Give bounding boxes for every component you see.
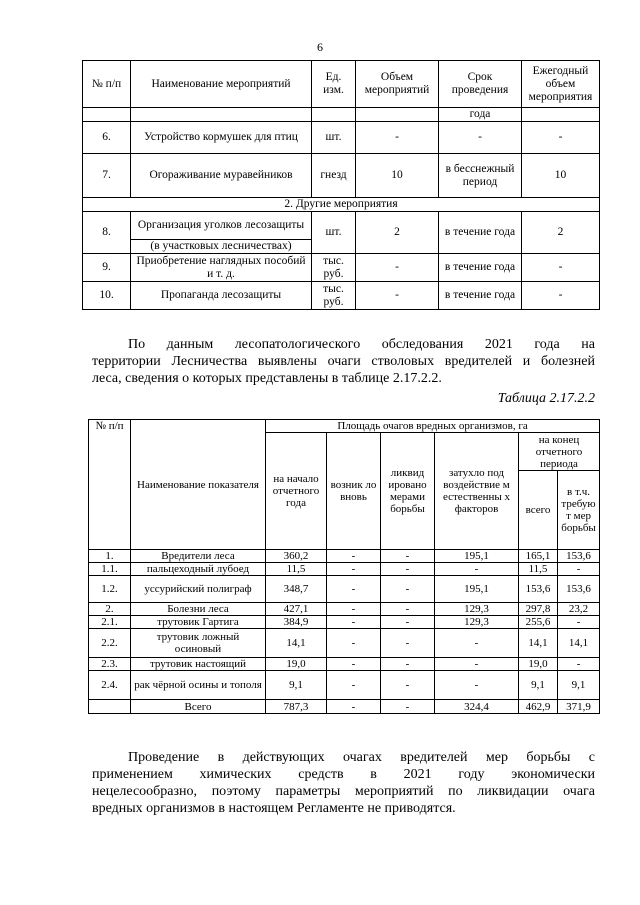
cell-nat: 195,1: [435, 550, 519, 563]
cell-start: 19,0: [266, 658, 327, 671]
cell-start: 11,5: [266, 563, 327, 576]
cell-total: 153,6: [519, 576, 558, 603]
paragraph-line: леса, сведения о которых представлены в таблице 2.17.2.2.: [92, 371, 442, 386]
paragraph-line: территории Лесничества выявлены очаги стволовых вредителей и болезней: [92, 354, 595, 369]
row-num: 6.: [83, 122, 131, 154]
row-num: 7.: [83, 154, 131, 198]
measures-table: [82, 60, 600, 310]
header-cell: Объем мероприятий: [356, 61, 439, 108]
row-unit: тыс. руб.: [312, 282, 356, 310]
row-unit: шт.: [312, 212, 356, 254]
cell-liq: -: [381, 629, 435, 658]
header-cell: ликвид ировано мерами борьбы: [381, 433, 435, 550]
row-num: 8.: [83, 212, 131, 254]
row-annual: -: [522, 122, 600, 154]
cell-need: -: [558, 616, 600, 629]
cell-total: 19,0: [519, 658, 558, 671]
cell-total: 297,8: [519, 603, 558, 616]
cell-start: 384,9: [266, 616, 327, 629]
cell-need: 14,1: [558, 629, 600, 658]
table-row: [89, 616, 600, 629]
cell-liq: -: [381, 563, 435, 576]
cell-nat: 129,3: [435, 616, 519, 629]
paragraph-line: По данным лесопатологического обследования 2021 года на: [128, 337, 595, 352]
row-term: в течение года: [439, 254, 522, 282]
row-unit: гнезд: [312, 154, 356, 198]
cell-new: -: [327, 629, 381, 658]
table-row: [89, 629, 600, 658]
cell-new: -: [327, 671, 381, 700]
cell-name: трутовик ложный осиновый: [131, 629, 266, 658]
row-annual: 10: [522, 154, 600, 198]
cell-start: 348,7: [266, 576, 327, 603]
row-name: Приобретение наглядных пособий и т. д.: [131, 254, 312, 282]
header-cell: в т.ч. требую т мер борьбы: [558, 471, 600, 550]
section-row: [83, 198, 600, 212]
cell-new: -: [327, 603, 381, 616]
row-annual: -: [522, 254, 600, 282]
cell-name: Вредители леса: [131, 550, 266, 563]
cell-start: 360,2: [266, 550, 327, 563]
cell-nat: 195,1: [435, 576, 519, 603]
row-term: в течение года: [439, 212, 522, 254]
cell-name: пальцеходный лубоед: [131, 563, 266, 576]
row-volume: 2: [356, 212, 439, 254]
table-row: [83, 254, 600, 282]
table-caption: Таблица 2.17.2.2: [497, 391, 595, 406]
cell-need: 9,1: [558, 671, 600, 700]
cell-need: 23,2: [558, 603, 600, 616]
header-cell: Площадь очагов вредных организмов, га: [266, 420, 600, 433]
table-row: [83, 122, 600, 154]
cell-new: -: [327, 658, 381, 671]
cell-nat: -: [435, 658, 519, 671]
paragraph-1: [92, 336, 595, 387]
cell-need: -: [558, 563, 600, 576]
cell-num: 2.: [89, 603, 131, 616]
table-row: [83, 212, 600, 240]
cell-liq: -: [381, 576, 435, 603]
table-row: [89, 671, 600, 700]
cell-name: трутовик настоящий: [131, 658, 266, 671]
header-cell: Ежегодный объем мероприятия: [522, 61, 600, 108]
table-row: [89, 563, 600, 576]
cell-new: -: [327, 576, 381, 603]
cell-liq: -: [381, 658, 435, 671]
cell-name: Болезни леса: [131, 603, 266, 616]
header-cell: Срок проведения: [439, 61, 522, 108]
table-row: [89, 576, 600, 603]
row-annual: 2: [522, 212, 600, 254]
cell-start: 9,1: [266, 671, 327, 700]
cell-nat: -: [435, 563, 519, 576]
row-num: 9.: [83, 254, 131, 282]
table-row: [89, 603, 600, 616]
row-term: -: [439, 122, 522, 154]
table-row: [89, 658, 600, 671]
table-row: [89, 700, 600, 714]
cell-name: Всего: [131, 700, 266, 714]
paragraph-line: нецелесообразно, поэтому параметры мероприятий по ликвидации очага: [92, 784, 595, 799]
table-row: [83, 282, 600, 310]
cell-new: -: [327, 616, 381, 629]
cell-total: 165,1: [519, 550, 558, 563]
row-unit: тыс. руб.: [312, 254, 356, 282]
cell-num: [89, 700, 131, 714]
row-term: в течение года: [439, 282, 522, 310]
cell-total: 255,6: [519, 616, 558, 629]
cell-new: -: [327, 550, 381, 563]
page-number: 6: [317, 40, 323, 54]
cell-num: 1.1.: [89, 563, 131, 576]
cell-start: 787,3: [266, 700, 327, 714]
cell-num: 2.1.: [89, 616, 131, 629]
header-cell: № п/п: [83, 61, 131, 108]
cell-total: 462,9: [519, 700, 558, 714]
row-name: Пропаганда лесозащиты: [131, 282, 312, 310]
row-num: 10.: [83, 282, 131, 310]
cell-liq: -: [381, 700, 435, 714]
cell-start: 427,1: [266, 603, 327, 616]
cell-new: -: [327, 563, 381, 576]
cell-new: -: [327, 700, 381, 714]
cell-need: 153,6: [558, 576, 600, 603]
cell-total: 9,1: [519, 671, 558, 700]
row-unit: шт.: [312, 122, 356, 154]
header-cell: Наименование мероприятий: [131, 61, 312, 108]
row-volume: 10: [356, 154, 439, 198]
row-name: Огораживание муравейников: [131, 154, 312, 198]
header-cell: на конец отчетного периода: [519, 433, 600, 471]
cell-name: уссурийский полиграф: [131, 576, 266, 603]
cell-nat: -: [435, 629, 519, 658]
cell-total: 14,1: [519, 629, 558, 658]
cell-liq: -: [381, 671, 435, 700]
header-cell: всего: [519, 471, 558, 550]
cell-nat: -: [435, 671, 519, 700]
row-term: в бесснежный период: [439, 154, 522, 198]
header-cell: на начало отчетного года: [266, 433, 327, 550]
cell-num: 1.2.: [89, 576, 131, 603]
cell-liq: -: [381, 603, 435, 616]
cell-name: рак чёрной осины и тополя: [131, 671, 266, 700]
cell-liq: -: [381, 550, 435, 563]
table-header-row: [89, 420, 600, 433]
cell-need: -: [558, 658, 600, 671]
pests-table: [88, 419, 600, 714]
row-volume: -: [356, 122, 439, 154]
cell-total: 11,5: [519, 563, 558, 576]
header-cell: возник ло вновь: [327, 433, 381, 550]
cell-num: 2.4.: [89, 671, 131, 700]
cell-need: 371,9: [558, 700, 600, 714]
cell-liq: -: [381, 616, 435, 629]
header-cell: Ед. изм.: [312, 61, 356, 108]
table-header-row: [83, 61, 600, 108]
header-cell: Наименование показателя: [131, 420, 266, 550]
header-cell: затухло под воздействие м естественны х факторов: [435, 433, 519, 550]
row-name: Организация уголков лесозащиты: [131, 212, 312, 240]
table-row: [83, 154, 600, 198]
cell-nat: 129,3: [435, 603, 519, 616]
paragraph-line: вредных организмов в настоящем Регламенте не приводятся.: [92, 801, 456, 816]
carry-cell: года: [439, 108, 522, 122]
paragraph-2: [92, 749, 595, 817]
cell-num: 2.3.: [89, 658, 131, 671]
row-annual: -: [522, 282, 600, 310]
row-volume: -: [356, 254, 439, 282]
paragraph-line: применением химических средств в 2021 году экономически: [92, 767, 595, 782]
header-cell: № п/п: [89, 420, 131, 550]
table-row: [89, 550, 600, 563]
row-name: (в участковых лесничествах): [131, 240, 312, 254]
paragraph-line: Проведение в действующих очагах вредителей мер борьбы с: [128, 750, 595, 765]
row-name: Устройство кормушек для птиц: [131, 122, 312, 154]
cell-start: 14,1: [266, 629, 327, 658]
table-row: [83, 108, 600, 122]
cell-nat: 324,4: [435, 700, 519, 714]
cell-need: 153,6: [558, 550, 600, 563]
cell-num: 1.: [89, 550, 131, 563]
section-title: 2. Другие мероприятия: [83, 198, 600, 212]
cell-num: 2.2.: [89, 629, 131, 658]
cell-name: трутовик Гартига: [131, 616, 266, 629]
row-volume: -: [356, 282, 439, 310]
